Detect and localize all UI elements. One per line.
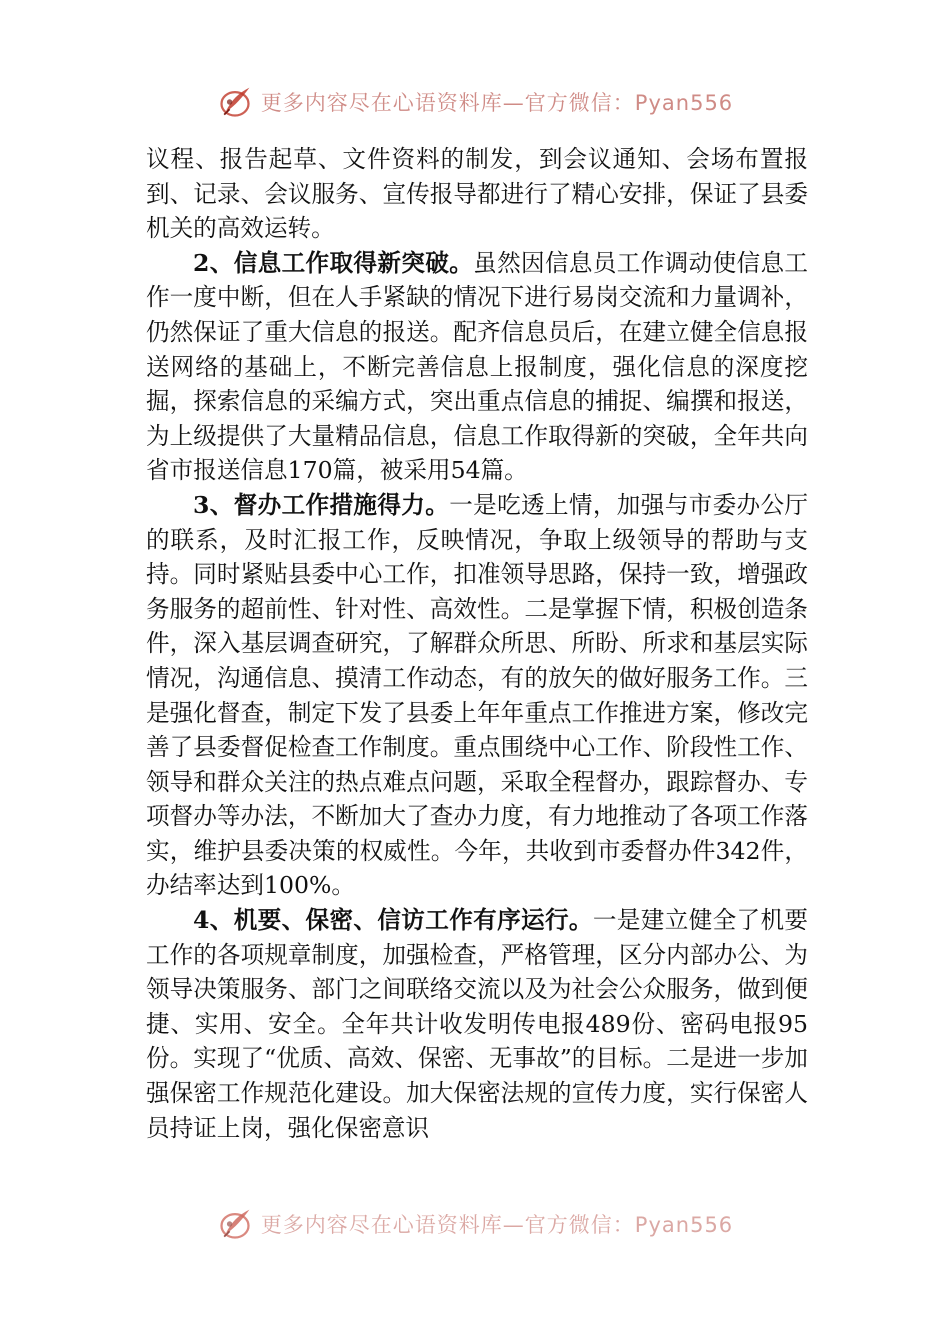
paragraph-4-heading: 4、机要、保密、信访工作有序运行。 xyxy=(193,906,593,935)
document-body xyxy=(146,142,808,1145)
paragraph-4 xyxy=(146,903,808,1145)
paragraph-2-text: 虽然因信息员工作调动使信息工作一度中断，但在人手紧缺的情况下进行易岗交流和力量调补，仍然保证了重大信息的报送。配齐信息员后，在建立健全信息报送网络的基础上，不断完善信息上报制度，强化信息的深度挖掘，探索信息的采编方式，突出重点信息的捕捉、编撰和报送，为上级提供了大量精品信息，信息工作取得新的突破，全年共向省市报送信息170篇，被采用54篇。 xyxy=(146,248,808,485)
watermark-text: 更多内容尽在心语资料库—官方微信：Pyan556 xyxy=(260,1213,734,1237)
paragraph-2-heading: 2、信息工作取得新突破。 xyxy=(193,248,474,277)
quill-logo-icon xyxy=(217,1206,253,1242)
paragraph-3-heading: 3、督办工作措施得力。 xyxy=(193,490,450,519)
paragraph-2 xyxy=(146,246,808,488)
paragraph-3 xyxy=(146,488,808,903)
paragraph-1-text: 议程、报告起草、文件资料的制发，到会议通知、会场布置报到、记录、会议服务、宣传报导都进行了精心安排，保证了县委机关的高效运转。 xyxy=(146,145,808,243)
paragraph-4-text: 一是建立健全了机要工作的各项规章制度，加强检查，严格管理，区分内部办公、为领导决策服务、部门之间联络交流以及为社会公众服务，做到便捷、实用、安全。全年共计收发明传电报489份、密码电报95份。实现了“优质、高效、保密、无事故”的目标。二是进一步加强保密工作规范化建设。加大保密法规的宣传力度，实行保密人员持证上岗，强化保密意识 xyxy=(146,906,808,1142)
watermark-header xyxy=(0,82,950,122)
watermark-footer xyxy=(0,1204,950,1244)
quill-logo-icon xyxy=(217,84,253,120)
paragraph-1 xyxy=(146,142,808,246)
paragraph-3-text: 一是吃透上情，加强与市委办公厅的联系，及时汇报工作，反映情况，争取上级领导的帮助与支持。同时紧贴县委中心工作，扣准领导思路，保持一致，增强政务服务的超前性、针对性、高效性。二是掌握下情，积极创造条件，深入基层调查研究，了解群众所思、所盼、所求和基层实际情况，沟通信息、摸清工作动态，有的放矢的做好服务工作。三是强化督查，制定下发了县委上年年重点工作推进方案，修改完善了县委督促检查工作制度。重点围绕中心工作、阶段性工作、领导和群众关注的热点难点问题，采取全程督办，跟踪督办、专项督办等办法，不断加大了查办力度，有力地推动了各项工作落实，维护县委决策的权威性。今年，共收到市委督办件342件，办结率达到100%。 xyxy=(146,490,808,900)
watermark-text: 更多内容尽在心语资料库—官方微信：Pyan556 xyxy=(260,91,734,115)
